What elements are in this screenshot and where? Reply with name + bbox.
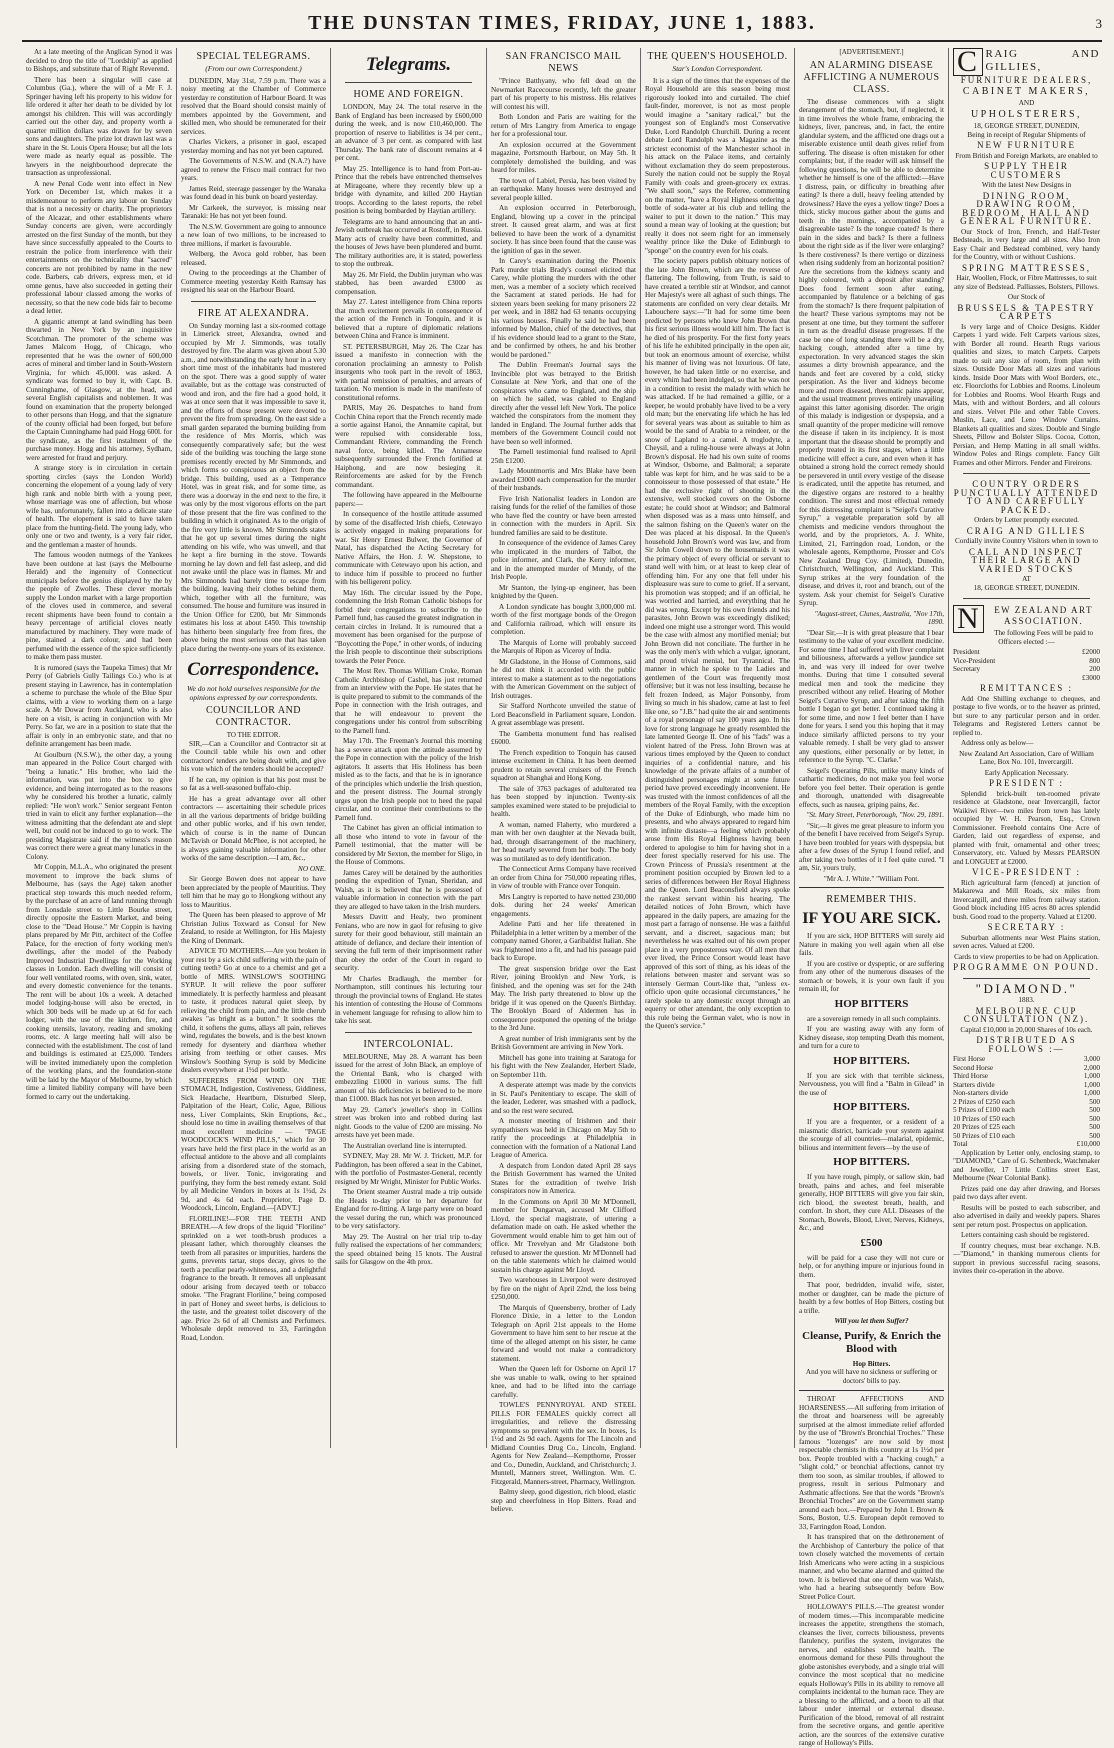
- advert-line: CABINET MAKERS,: [962, 85, 1091, 97]
- article: Mitchell has gone into training at Saratoga for his fight with the New Zealander, Herbert Slade, on September 11th.: [491, 1053, 636, 1079]
- advert-line: SECRETARY :: [987, 922, 1066, 932]
- row-value: £3000: [1082, 673, 1100, 682]
- article: Telegrams are to hand announcing that an anti-Jewish outbreak has occurred at Rostoff, in Russia. Many acts of cruelty have been committed, and the houses of Jews have been plundered and burnt. The military authorities are, it is stated, powerless to stop the outbreak.: [335, 217, 482, 268]
- article: May 17th. The Freeman's Journal this morning has a severe attack upon the attitude assumed by the Pope in connection with the policy of the Irish agitators. It asserts that His Holiness has been misled as to the facts, and that he is in ignorance of the principles which underlie the Irish question, and the present distress. The Journal strongly urges upon the Irish people not to heed the papal circular, and to continue their contributions to the Parnell fund.: [335, 737, 482, 822]
- divider: [345, 82, 472, 83]
- advert-line: COUNTRY ORDERS PUNCTUALLY ATTENDED TO AND CAREFULLY PACKED.: [953, 479, 1100, 515]
- advert-text: Suburban allotments near West Plains station, seven acres. Valued at £200.: [953, 933, 1100, 950]
- advert-address: 18, GEORGE STREET, DUNEDIN.: [973, 583, 1080, 592]
- divider: [963, 978, 1090, 979]
- article: LONDON, May 24. The total reserve in the Bank of England has been increased by £600,000 during the week, and is now £10,460,000. The proportion of reserve to liabilities is 34 per cent., an advance of 3 per cent. as compared with last Thursday. The bank rate of discount remains at 4 per cent.: [335, 103, 482, 162]
- advert-text: are a sovereign remedy in all such complaints.: [807, 1014, 941, 1023]
- article: Mr Stanton, the lying-up engineer, has been knighted by the Queen.: [491, 583, 636, 600]
- article: DUNEDIN, May 31st, 7.59 p.m. There was a noisy meeting at the Chamber of Commerce yesterday re constitution of Harbour Board. It was resolved that the Board should consist mainly of members appointed by the Government, and skilled men, who should be remunerated for their services.: [181, 76, 326, 136]
- article: Mr Carkeek, the surveyor, is missing near Taranaki: He has not yet been found.: [181, 203, 326, 220]
- newspaper-title: THE DUNSTAN TIMES, FRIDAY, JUNE 1, 1883.: [308, 12, 816, 34]
- advert-text: Early Application Necessary.: [984, 768, 1069, 777]
- article: Messrs Davitt and Healy, two prominent Fenians, who are now in gaol for refusing to give surety for their good behaviour, still maintain an attitude of defiance, and declare their intention of serving the full term of their imprisonment rather than obey the order of the Court in regard to security.: [335, 913, 482, 972]
- prize-table: [953, 1055, 1100, 1149]
- article: May 29. Carter's jeweller's shop in Collins street was broken into and robbed during last night. Goods to the value of £200 are missing. No arrests have yet been made.: [335, 1105, 482, 1139]
- article: The Most Rev. Thomas William Croke, Roman Catholic Archbishop of Cashel, has just returned from an interview with the Pope. He states that he is quite prepared to submit to the commands of the Pope in connection with the Irish outrages, and that he will endeavour to prevent the congregations under his control from subscribing to the Parnell fund.: [335, 667, 482, 735]
- row-value: 500: [1089, 1097, 1100, 1106]
- article: An explosion occurred in Peterborough, England, blowing up a cover in the principal street. It caused great alarm, and was at first believed to have been the work of a dynamitist society. It has since been found that the cause was the ignition of gas in the sewer.: [491, 204, 636, 255]
- product-name: Hop Bitters.: [852, 1359, 891, 1368]
- section-heading: SAN FRANCISCO MAIL NEWS: [505, 51, 622, 74]
- row-value: 1,000: [1083, 1072, 1100, 1080]
- advert-headline: IF YOU ARE SICK.: [802, 910, 941, 927]
- article: A great number of Irish immigrants sent by the British Government are arriving in New York.: [491, 1034, 636, 1051]
- section-heading: HOME AND FOREIGN.: [353, 89, 464, 100]
- section-heading: AN ALARMING DISEASE AFFLICTING A NUMEROUS CLASS.: [803, 59, 940, 95]
- advert-text: The following Fees will be paid to Officers elected :—: [994, 629, 1094, 646]
- craig-gillies-advert: [953, 45, 1100, 592]
- advert-text: If you have rough, pimply, or sallow skin, bad breath, pains and aches, and feel miserable generally, HOP BITTERS will give you fair skin, rich blood, the sweetest breath, health, and comfort. In short, they cure ALL Diseases of the Stomach, Bowels, Blood, Liver, Nerves, Kidneys, &c., and: [799, 1173, 944, 1232]
- advert-line: NEW FURNITURE: [976, 140, 1077, 150]
- advert: FLORILINE!—FOR THE TEETH AND BREATH.—A few drops of the liquid "Floriline" sprinkled on a wet tooth-brush produces a pleasant lather, which thoroughly cleanses the teeth from all parasites or impurities, hardens the gums, prevents tartar, stops decay, gives to the teeth a peculiar pearly-whiteness, and a delightful fragrance to the breath. It removes all unpleasant odour arising from decayed teeth or tobacco smoke. "The Fragrant Floriline," being composed in part of Honey and sweet herbs, is delicious to the taste, and the greatest toilet discovery of the age. Price 2s 6d of all Chemists and Perfumers. Wholesale depôt removed to 33, Farringdon Road, London.: [181, 1214, 326, 1342]
- article: James Reid, steerage passenger by the Wanaka was found dead in his bunk on board yesterday.: [181, 184, 326, 201]
- article: It has transpired that on the dethronement of the Archbishop of Canterbury the police of that town closely watched the movements of certain Irish Americans who were acting in a suspicious manner, and who became alarmed and quitted the town. It is believed that one of them was Walsh, who had a hearing subsequently before Bow Street Police Court.: [799, 1533, 944, 1601]
- section-heading: THE QUEEN'S HOUSEHOLD.: [647, 51, 788, 62]
- advert-line: BRUSSELS & TAPESTRY CARPETS: [957, 302, 1096, 321]
- row-label: Vice-President: [953, 656, 996, 665]
- section-subheading: (From our own Correspondent.): [205, 64, 302, 73]
- fees-table: [953, 648, 1100, 682]
- article: Mr Charles Bradlaugh, the member for Northampton, still continues his lecturing tour through the provincial towns of England. He states his intention of contesting the House of Commons in vehement language for refusing to allow him to take his seat.: [335, 974, 482, 1025]
- advert: SUFFERERS FROM WIND ON THE STOMACH, Indigestion, Costiveness, Giddiness, Sick Headache, Heartburn, Disturbed Sleep, Palpitation of the Heart, Colic, Ague, Bilious ness, Liver Complaints, Skin Eruptions, &c., should lose no time in availing themselves of that most excellent medicine — "PAGE WOODCOCK'S WIND PILLS," which for 30 years have held the first place in the world as an effectual antidote to the above and all complaints arising from a disordered state of the stomach, bowels, or liver. Tonic, invigorating and purifying, they form the best remedy extant. Sold by all Medicine Vendors in boxes at 1s 1½d, 2s 9d, and 4s 6d each. Proprietor, Page D. Woodcock, Lincoln, England.—[ADVT.]: [181, 1076, 326, 1212]
- advert-text: If country cheques, must bear exchange. N.B.—"Diamond," in thanking numerous clients for support in previous successful racing seasons, invites their co-operation in the above.: [953, 1241, 1100, 1275]
- advert: TOWLE'S PENNYROYAL AND STEEL PILLS FOR FEMALES quickly correct all irregularities, and relieve the distressing symptoms so prevalent with the sex. In boxes, 1s 1½d and 2s 9d each. Agents for The Lincoln and Midland Counties Drug Co., Lincoln, England. Agents for New Zealand—Kempthorne, Prosser and Co., Dunedin, Auckland, and Christchurch; J. Muntell, Manners street, Wellington. Wm. C. Fitzgerald, Manners-street, Pharmacy, Wellington.: [491, 1401, 636, 1486]
- article: Welberg, the Avoca gold robber, has been released.: [181, 250, 326, 267]
- row-label: Secretary: [953, 665, 981, 673]
- art-association-advert: [953, 602, 1100, 972]
- row-label: 5 Prizes of £100 each: [953, 1106, 1015, 1114]
- article: There has been a singular will case at Columbus (Ga.), where the will of a Mr F. J. Springer having left his property to his widow for life ordered it after her death to be divided by lot amongst his children. This will was accordingly carried out the other day, and property worth a quarter million dollars was drawn for by seven sons and daughters. The prize lot drawn last was a share in the St. Louis Opera House; but all the lots were made as nearly equal as possible. The lawyers in the neighbourhood deprecate the transaction as unprofessional.: [26, 75, 172, 177]
- page-number: 3: [1095, 16, 1102, 31]
- table-row: [953, 1140, 1100, 1149]
- advert-text: Address only as below—: [961, 739, 1034, 747]
- advert: The disease commences with a slight derangement of the stomach, but, if neglected, it in time involves the whole frame, embracing the kidneys, liver, pancreas, and, in fact, the entire glandular system, and the afflicted one drags out a miserable existence until death gives relief from suffering. The disease is often mistaken for other complaints; but, if the reader will ask himself the following questions, he will be able to determine whether he himself is one of the afflicted:—Have I distress, pain, or difficulty in breathing after eating? Is there a dull, heavy feeling attended by drowsiness? Have the eyes a yellow tinge? Does a thick, sticky mucous gather about the gums and teeth in the mornings, accompanied by a disagreeable taste? Is the tongue coated? Is there pain in the sides and back? Is there a fullness about the right side as if the liver were enlarging? Is there costiveness? Is there vertigo or dizziness when rising suddenly from an horizontal position? Are the secretions from the kidneys scanty and highly coloured, with a deposit after standing? Does food ferment soon after eating, accompanied by flatulence or a belching of gas from the stomach? Is there frequent palpitation of the heart? These various symptoms may not be present at one time, but they torment the sufferer in turn as the dreadful disease progresses. If the case be one of long standing there will be a dry, hacking cough, attended after a time by expectoration. In very advanced stages the skin assumes a dirty brownish appearance, and the hands and feet are covered by a cold, sticky perspiration. As the liver and kidneys become more and more diseased, rheumatic pains appear, and the usual treatment proves entirely unavailing against this latter agonising disorder. The origin of this malady is indigestion or dyspepsia, and a small quantity of the proper medicine will remove the disease if taken in its incipiency. It is most important that the disease should be promptly and properly treated in its first stages, when a little medicine will effect a cure, and even when it has obtained a strong hold the correct remedy should be persevered in until every vestige of the disease is eradicated, until the appetite has returned, and the digestive organs are restored to a healthy condition. The surest and most effectual remedy for this distressing complaint is "Seigel's Curative Syrup," a vegetable preparation sold by all chemists and medicine vendors throughout the world, and by the proprietors, A. J. White, Limited, 21, Farringdon road, London, or the wholesale agents, Kempthorne, Prosser and Co's New Zealand Drug Coy. (Limited), Dunedin, Christchurch, Wellington, and Auckland. This Syrup strikes at the very foundation of the disease, and drives it, root and branch, out of the system. Ask your chemist for Seigel's Curative Syrup.: [799, 97, 944, 607]
- advert-text: If you are wasting away with any form of Kidney disease, stop tempting Death this moment, and turn for a cure to: [799, 1025, 944, 1050]
- advert-text: If you are sick, HOP BITTERS will surely aid Nature in making you well again when all else fails.: [799, 932, 944, 957]
- article: A London syndicate has bought 3,000,000 ml. worth of the first mortgage bonds of the Oregon and California railroad, which will ensure its completion.: [491, 602, 636, 636]
- table-row: [953, 1055, 1100, 1064]
- article: At a late meeting of the Anglican Synod it was decided to drop the title of "Lordship" as applied to Bishops, and substitute that of Right Reverend.: [26, 48, 172, 73]
- row-value: £10,000: [1076, 1140, 1100, 1148]
- article: May 16th. The circular issued by the Pope, condemning the Irish Roman Catholic bishops for forbid their congregations to subscribe to the Parnell fund, has caused the greatest indignation in certain circles in Ireland. It is rumoured that a movement has been organised for the purpose of "Boycotting the Pope," in other words, of inducing the Irish people to discontinue their subscriptions towards the Peter Pence.: [335, 588, 482, 665]
- advert-text: Prizes paid one day after drawing, and Horses paid two days after event.: [953, 1184, 1100, 1201]
- advert-line: AND: [1018, 99, 1035, 107]
- article: A monster meeting of Irishmen and their sympathisers was held in Chicago on May 5th to ratify the proceedings at Philadelphia in connection with the formation of a National Land League of America.: [491, 1117, 636, 1159]
- advert-address: 18, GEORGE STREET, DUNEDIN,: [973, 122, 1080, 130]
- advert-label: [ADVERTISEMENT.]: [839, 48, 904, 56]
- article: Five Irish Nationalist leaders in London are raising funds for the relief of the families of those who have fled the country or have been arrested in connection with the murders in April. Six hundred families are said to be destitute.: [491, 494, 636, 537]
- article: A desperate attempt was made by the convicts in St. Paul's Penitentiary to escape. The skill of the leader, Lederer, was smashed with a padlock, and so the rest were secured.: [491, 1081, 636, 1115]
- section-subheading: Star's London Correspondent.: [672, 64, 763, 73]
- signature: "Mr A. J. White." "William Pont.: [823, 874, 920, 883]
- row-value: 1,000: [1083, 1080, 1100, 1089]
- row-value: 1,000: [1083, 1089, 1100, 1097]
- column-7: [949, 45, 1104, 1448]
- article: The Parnell testimonial fund realised to April 25th £1200.: [491, 448, 636, 465]
- advert-text: If you are a frequenter, or a resident of a miasmatic district, barricade your system against the scourge of all countries—malarial, epidemic, bilious and intermittent fevers—by the use of: [799, 1118, 944, 1152]
- row-value: 500: [1089, 1131, 1100, 1140]
- firm-name: CRAIG AND GILLIES: [966, 525, 1087, 536]
- signature: NO ONE.: [298, 864, 326, 873]
- article: The famous wooden nutmegs of the Yankees have been outdone at last (says the Melbourne Herald) and the ingenuity of Connecticut municipals before the genius displayed by the by the people of Zwolles. These clever mortals supply the London market with a large proportion of the cloves used in commerce, and several recent shipments have been found to contain a heavy percentage of artificial cloves neatly manufactured by machinery. They were made of pine, stained a dark colour, and had been perfumed with the essence of the spice sufficiently to make them pass muster.: [26, 551, 172, 661]
- article: A new Penal Code went into effect in New York on December 1st, which makes it a misdemeanour to perform any labour on Sunday that is not a necessity or charity. The proprietors of the Alcazar, and other establishments where Sunday concerts are given, were accordingly arrested on the first Sunday of the month, but they have since successfully appealed to the Courts to restrain the police from interference with their entertainments on the technicality that "sacred" concerts are not prohibited by name in the new code. Barbers, cab drivers, express men, et id omne genus, have also succeeded in getting their professional labour classed among the works of necessity, so that the new code bids fair to become a dead letter.: [26, 179, 172, 315]
- product-name: HOP BITTERS.: [833, 1156, 910, 1168]
- article: The Queen has been pleased to approve of Mr Christian Julius Toxward as Consul for New Zealand, to reside at Wellington, for His Majesty the King of Denmark.: [181, 911, 326, 945]
- table-row: [953, 665, 1100, 674]
- hop-bitters-advert: [799, 887, 944, 1391]
- article: The great suspension bridge over the East River, joining Brooklyn and New York, is finished, and the opening was set for the 24th May. The Irish party threatened to blow up the bridge if it was opened on the Queen's Birthday. The Brooklyn Board of Aldermen has in consequence postponed the opening of the bridge to the 3rd June.: [491, 964, 636, 1032]
- advert-line: PRESIDENT :: [988, 778, 1065, 788]
- row-label: 10 Prizes of £50 each: [953, 1114, 1015, 1123]
- section-note: We do not hold ourselves responsible for the opinions expressed by our correspondents.: [187, 684, 320, 702]
- product-name: HOP BITTERS.: [833, 1101, 910, 1113]
- section-heading: Telegrams.: [365, 54, 452, 75]
- advert-text: With the latest New Designs in: [981, 181, 1072, 189]
- table-row: [953, 1081, 1100, 1090]
- article: The Australian overland line is interrupted.: [343, 1141, 467, 1150]
- drop-cap: C: [953, 48, 983, 76]
- article: May 27. Latest intelligence from China reports that much excitement prevails in consequence of the action of the French in Tonquin, and it is believed that a rupture of diplomatic relations between China and France is imminent.: [335, 298, 482, 340]
- advert-text: If you are costive or dyspeptic, or are suffering from any other of the numerous diseases of the stomach or bowels, it is your own fault if you remain ill, for: [799, 959, 944, 993]
- row-value: 500: [1089, 1123, 1100, 1131]
- row-label: Second Horse: [953, 1063, 994, 1072]
- article: It is rumored (says the Taupeka Times) that Mr Perry (of Gabriels Gully Tailings Co.) who is at present staying in Lawrence, has in contemplation a scheme to purchase the whole of the Blue Spur claims, with a view to working them on a large scale. A Mr Dowar from Auckland, who is also here on a visit, is acting in conjunction with Mr Perry. So far, we are in a position to state that the affair is only in an embryonic state, and that no definite arrangement has been made.: [26, 663, 172, 748]
- article: In Carey's examination during the Phoenix Park murder trials Brady's counsel elicited that Carey, while plotting the murders with the other men, was a member of a society which received the Sacrament at stated periods. He had for sixteen years been seeking for many prisoners 22 per week, and in 1882 had 63 tenants occupying his various houses. Finally he said he had been informed by Mallon, chief of the detectives, that if his evidence should lead to a grant to the State, and be confirmed by others, he and his brother would be pardoned.": [491, 257, 636, 359]
- advert-line: AT: [1022, 575, 1031, 583]
- diamond-advert: [953, 980, 1100, 1276]
- article: ST. PETERSBURGH, May 26. The Czar has issued a manifesto in connection with the coronation proclaiming an amnesty to Polish insurgents who took part in the revolt of 1863, with partial remission of penalties, and arrears of taxation. No mention is made in the manifesto of constitutional reforms.: [335, 342, 482, 402]
- table-row: [953, 1098, 1100, 1107]
- article: The French expedition to Tonquin has caused intense excitement in China. It has been deemed prudent to retain several cruisers of the French squadron at Shanghai and Hong Kong.: [491, 748, 636, 782]
- advert-line: VICE-PRESIDENT :: [971, 867, 1082, 877]
- article: PARIS, May 26. Despatches to hand from Cochin China report that the French recently made a sortie against Hanoi, the Annamite capital, but were repulsed with considerable loss, Commandant Riviere, commanding the French naval force, being killed. The Annamese subsequently surrounded the French fortified at Haiphong, and are now besieging it. Reinforcements are asked for by the French commandant.: [335, 404, 482, 489]
- column-1: [22, 48, 176, 1448]
- advert-line: DINING ROOM, DRAWING ROOM, BEDROOM, HALL AND GENERAL FURNITURE.: [960, 190, 1093, 226]
- row-label: 20 Prizes of £25 each: [953, 1123, 1015, 1131]
- advert-line: REMITTANCES :: [979, 683, 1074, 693]
- testimonial: "Sir,—It gives me great pleasure to inform you of the benefit I have received from Seigel's Syrup. I have been troubled for years with dyspepsia, but after a few doses of the Syrup I found relief, and after taking two bottles of it I feel quite cured. "I am, Sir, yours truly,: [799, 821, 944, 872]
- article: The society papers publish obituary notices of the late John Brown, which are the reverse of flattering. The following, from Truth, is said to have created a terrible stir at Windsor, and cannot Her Majesty's were all aghast of such things. The statements are confided on very clear details. Mr Labouchere says:—"It had for some time been predicted by persons who knew John Brown that his first serious illness would kill him. The fact is he died of his prosperity. For the first forty years of his life he exhibited principally in the open air, but took an enormous amount of exercise, whilst his manner of living was not luxurious. Of late, however, he had taken little or no exercise, and every whim had been indulged, so that he was not in a condition to resist the malady with which he was attacked. If he had remained a gillie, or a keeper, he would probably have lived to be a very old man; but the enervating life which he has led for several years was about as suitable to him as would be the sand of Arabia to a reindeer, or the snow of Lapland to a camel. A troglodyte, a Cheysil, and a ruling-house were always at John Brown's disposal. He had his own suite of rooms at Windsor, Osborne, and Balmoral; a separate table was kept for him, and he was said to be a connoisseur to those possessed of that estate." He had the exclusive right of shooting in the extensive, well stocked covers on the Osborne estate; he could shoot at Windsor; and Balmoral when disposed was as a mass unto himself, and the salmon fishing on the Queen's water on the Dee was placed at his disposal. In the Queen's household John Brown's word was law, and from Sir John Cowell down to the housemaids it was the primary object of every official or servant to stand well with him, or at least to keep clear of offending him. For any one that fell under his displeasure was sure to come to grief. If a servant, his promotion was stopped; and if an official, he was worried and harried, and everything that he did was wrong. Except by his own friends and his parasites, John Brown was exceedingly disliked; indeed one might use a stronger word. This would be the case with almost any mortified menial; but John Brown did not conciliate. The further in he was the only men's with which a vulgar, ignorant, and proud trivial menial, but Tyrannical. The manner in which he spoke to the Ladies and gentlemen of the Court was frequently most offensive; but it was not less insulting, because he felt frozen Indeed, as Major Ponsonby, from living so much in his shadow, came at last to feel like one, so "J.B." had quite the air and sentiments of a royal personage of say 100 years ago. In his love for strong language he greatly resembled the late lamented George II. One of his "fads" was a violent hatred of the Press. John Brown was at various times employed by the Queen to conduct inquiries of a confidential nature, and his knowledge of the private affairs of a number of distinguished personages might at some future period have proved exceedingly inconvenient. He was trusted with the inmost confidences of all the members of the Royal Family, with the exception of the Duke of Edinburgh, who made him no presents, and who always appeared to regard him with infinite distaste—a feeling which probably arose from His Royal Highness having been ordered to apologise to him for having shot in a deer forest specially reserved for his use. The Crown Princess of Prussia's resentment at the prominent position occupied by Brown led to a series of differences between Her Royal Highness and the Queen. Lord Beaconsfield always spoke the rankest servant within his hearing. The detailed notices of John Brown, which have appeared in the daily papers, are amazing for the most part a farrago of nonsense. He was a faithful servant, and a discreet, sagacious man; but nevertheless he was exalted out of his own proper place in a very preposterous way. Of all men that ever lived, the Prince Consort would least have approved of this sort of thing, as his ideas of the relations between master and servant was so intensely German Court-like that, "unless ex-officio upon quite occasional circumstances," he rarely spoke to any domestic except through an equerry or other attendant, the only exception to this rule being the German valet, who is now in the Queen's service.": [645, 257, 790, 1030]
- letter-addressee: TO THE EDITOR.: [226, 731, 281, 739]
- advert-line: SPRING MATTRESSES,: [961, 262, 1092, 273]
- advert: Seigel's Operating Pills, unlike many kinds of cathartic medicines, do not make you feel worse before you feel better. Their operation is gentle and thorough, unattended with disagreeable effects, such as nausea, griping pains, &c.: [799, 766, 944, 809]
- advert-text: Rich agricultural farm (fenced) at junction of Makarewa and Mill Roads, six miles from Invercargill, and three miles from railway station. Good block including 105 acres 80 acres splendid bush. Good road to the property. Valued at £1200.: [953, 878, 1100, 921]
- row-value: 800: [1089, 656, 1100, 665]
- advert-text: From British and Foreign Markets, are enabled to: [955, 151, 1098, 160]
- testimonial: "Dear Sir,—It is with great pleasure that I bear testimony to the value of your excellent medicine. For some time I had suffered with liver complaint and biliousness, afterwards a yellow jaundice set in, and was very ill indeed for over twelve months. During that time I consulted several medical men and took the medicine they prescribed without any relief. Hearing of Mother Seigel's Curative Syrup, and after taking the fifth bottle I began to get better. I continued taking it for some time, and now I feel better than I have done for years. I send you this hoping that it may induce similarly afflicted persons to try your valuable remedy. I shall be very glad to answer any questions, either personally or by letter, in reference to the Syrup. "C. Clarke.": [799, 628, 944, 764]
- advert-address: New Zealand Art Association, Care of William Lane, Box No. 101, Invercargill.: [959, 749, 1094, 766]
- article: Mr Coppin, M.L.A., who originated the present movement to improve the back slums of Melbourne, has (says the Age) taken another practical step towards this much needed reform, by the purchase of an acre of land running through from Lonsdale street to Little Bourke street, directly opposite the Eastern Market, and being close to the "Dead House." Mr Coppin is having plans prepared by Mr Pitt, architect of the Coffee Palace, for the erection of forty working men's dwellings, after the model of the Peabody Improved Industrial Dwellings for the Working classes in London. Each dwelling will consist of four well ventilated rooms, with oven, sink, water, and every domestic convenience for the tenants. The rent will be about 10s a week. A detached model lodging-house will also be erected, in which 300 beds will be made up at 6d for each lodger, with the use of the kitchen, fire, and cooking utensils, lavatory, reading and smoking rooms, etc. A large meeting hall will also be connected with the establishment. The cost of land and buildings is estimated at £25,000. Tenders will be invited immediately upon the completion of the working plans, and the foundation-stone will be laid by the Mayor of Melbourne, by which time a limited liability company will have been formed to carry out the undertaking.: [26, 863, 172, 1101]
- article: Owing to the proceedings at the Chamber of Commerce meeting yesterday Keith Ramsay has resigned his seat on the Harbour Board.: [181, 269, 326, 294]
- row-label: Third Horse: [953, 1072, 988, 1080]
- table-row: [953, 1106, 1100, 1115]
- article: A gigantic attempt at land swindling has been thwarted in New York by an inquisitive Scotchman. The promoter of the scheme was James Malcom Hogg, of Chicago, who represented that he was the owner of 600,000 acres of mineral and timber land in South-Western Virginia, for which 45,000l. was asked. A syndicate was formed to buy it, with Capt. B. Cunninghame, of Glasgow, at the head, and several English capitalists and noblemen. It was found on examination that the property belonged to other persons than Hogg, and that the signature of the county official had been forged, but before the Captain Cunninghame had paid Hogg 600l. for the syndicate, as the first instalment of the purchase money. Hogg and his attorney, Sydham, were arrested for fraud and perjury.: [26, 317, 172, 462]
- advert-text: Our Stock of: [1007, 293, 1046, 301]
- advert-line: MELBOURNE CUP CONSULTATION (NZ).: [963, 1005, 1090, 1024]
- article: At Goulburn (N.S.W.), the other day, a young man appeared in the Police Court charged with "being a lunatic." His brother, who laid the information, was put into the box to give evidence, and being interrogated as to the reasons why he considered his brother a lunatic, calmly replied: "He won't work." Senior sergeant Fenton tried in vain to elicit any further explanation—the witness admitting that the defendant ate and slept well, but could not be induced to go to work. The presiding Magistrate said if the witness's reason was correct there were a great many lunatics in the Colony.: [26, 750, 172, 861]
- article: Both London and Paris are waiting for the return of Mrs Langtry from America to engage her for a professional tour.: [491, 113, 636, 138]
- reward-amount: £500: [860, 1236, 883, 1249]
- article: In consequence of the evidence of James Carey who implicated in the murders of Talbot, the police informer, and Clark, the Kerry informer, and in the attempted murder of Mundy, of the Irish People.: [491, 539, 636, 581]
- column-5: [641, 48, 794, 1448]
- advert-line: PROGRAMME ON POUND.: [953, 962, 1100, 972]
- advert-text: Our Stock of Iron, French, and Half-Tester Bedsteads, in very large and all sizes. Also Iron Easy Chair and Bedstead combined, very handy for the Country, with or without Cushions.: [953, 227, 1100, 261]
- testimonial-address: "August-street, Clunes, Australia, "Nov 17th, 1890.: [814, 609, 944, 626]
- article: The Orient steamer Austral made a trip outside the Heads to-day prior to her departure for England for re-fitting. A large party were on board the vessel during the run, which was pronounced to be very satisfactory.: [335, 1188, 482, 1230]
- row-label: 2 Prizes of £250 each: [953, 1097, 1015, 1106]
- article: May 29. The Austral on her trial trip to-day fully realised the expectations of her commanders; the speed obtained being 15 knots. The Austral sails for Glasgow on the 4th prox.: [335, 1232, 482, 1266]
- letter-heading: COUNCILLOR AND CONTRACTOR.: [205, 705, 302, 728]
- advert-text: Splendid brick-built ten-roomed private residence at Gladstone, near Invercargill, factor Waikiwi River—two miles from town has lately occupied by W. H. Pearson, Esq., Crown Commissioner. Freehold contains One Acre of Garden, laid out regardless of expense, and planted with fruit, ornamental and other trees; Conservatory, etc. Valued by Messrs PEARSON and LONGUET at £2000.: [953, 789, 1100, 866]
- article: SIR,—Can a Councillor and Contractor sit at the Council table while his own and other contractors' tenders are being dealt with, and give his vote which of the tenders should be accepted?: [181, 739, 326, 773]
- article: May 25. Intelligence is to hand from Port-au-Prince that the rebels have entrenched themselves at Miragoane, where they recently blew up a bridge with dynamite, and killed 200 Haytian troops. According to the latest reports, the rebel position is being bombarded by Haytian artillery.: [335, 164, 482, 215]
- testimonial-address: "St. Mary Street, Peterborough, "Nov. 29, 1891.: [806, 811, 944, 819]
- divider: [345, 1032, 472, 1033]
- article: An explosion occurred at the Government magazine, Portsmouth Harbour, on May 5th. It completely demolished the building, and was heard for miles.: [491, 140, 636, 174]
- advert: HOLLOWAY'S PILLS.—The greatest wonder of modern times.—This incomparable medicine increases the appetite, strengthens the stomach, cleanses the liver, corrects biliousness, prevents flatulency, purifies the system, invigorates the nerves, and establishes sound health. The enormous demand for these Pills throughout the globe astonishes everybody, and a single trial will convince the most sceptical that no medicine equals Holloway's Pills in its ability to remove all complaints incidental to the human race. They are a blessing to the afflicted, and a boon to all that labour under internal or external disease. Purification of the blood, removal of all restraint from the secretive organs, and gentle aperitive action, are the sources of the extensive curative range of Holloway's Pills.: [799, 1603, 944, 1747]
- section-heading: SPECIAL TELEGRAMS.: [196, 51, 311, 62]
- advert-slogan: Cleanse, Purify, & Enrich the Blood with: [802, 1329, 941, 1355]
- advert-line: CALL AND INSPECT THEIR LARGE AND VARIED STOCKS: [968, 546, 1085, 574]
- article: Mr Gladstone, in the House of Commons, said he did not think it accorded with the public interest to make a statement as to the negotiations with the American Government on the subject of Irish outrages.: [491, 657, 636, 700]
- row-label: 50 Prizes of £10 each: [953, 1131, 1015, 1140]
- advert: Balmy sleep, good digestion, rich blood, elastic step and cheerfulness in Hop Bitters. Read and believe.: [491, 1488, 636, 1513]
- firm-name: RAIG AND GILLIES,: [985, 48, 1100, 73]
- advert-text: Capital £10,000 in 20,000 Shares of 10s each.: [960, 1025, 1093, 1034]
- article: The N.S.W. Government are going to announce a new loan of two millions, to be increased to three millions, if market is favourable.: [181, 222, 326, 248]
- advert-text: will be paid for a case they will not cure or help, or for anything impure or injurious found in them.: [799, 1253, 944, 1279]
- article: "Prince Batthyany, who fell dead on the Newmarket Racecourse recently, left the greater part of his property to his mistress. His relatives will contest his will.: [491, 77, 636, 111]
- row-label: [953, 674, 1056, 683]
- article: Sir Stafford Northcote unveiled the statue of Lord Beaconsfield in Parliament square, London. A great assemblage was present.: [491, 702, 636, 727]
- divider: [963, 598, 1090, 599]
- row-label: President: [953, 648, 980, 656]
- advert-text: Hair, Woollen, Flock, or Fibre Mattresses, to suit any size of Bedstead. Palliasses, Bolsters, Pillows.: [954, 274, 1099, 291]
- section-heading: FIRE AT ALEXANDRA.: [197, 307, 310, 319]
- article: A despatch from London dated April 28 says the British Government has warned the United States for the extradition of twelve Irish conspirators now in America.: [491, 1161, 636, 1195]
- advert: THROAT AFFECTIONS AND HOARSENESS.—All suffering from irritation of the throat and hoarseness will be agreeably surprised at the almost immediate relief afforded by the use of "Brown's Bronchial Troches." These famous "lozenges" are now sold by most respectable chemists in this country at 1s 1½d per box. People troubled with a "hacking cough," a "slight cold," or bronchial affections, cannot try them too soon, as similar troubles, if allowed to progress, result in serious Pulmonary and Asthmatic affections. See that the words "Brown's Bronchial Troches" are on the Government stamp around each box.—Prepared by John I. Brown & Sons, Boston, U.S. European depôt removed to 33, Farringdon Road, London.: [799, 1395, 944, 1531]
- advert-line: SUPPLY THEIR CUSTOMERS: [984, 161, 1069, 180]
- advert-text: Application by Letter only, enclosing stamp, to "DIAMOND," Care of G. Schenbeck, Watchmaker and Jeweller, 17 Little Collins street East, Melbourne (Near Colonial Bank).: [953, 1148, 1100, 1182]
- advert-text: If you are sick with that terrible sickness, Nervousness, you will find a "Balm in Gilead" in the use of: [799, 1071, 944, 1097]
- article: The Gambetta monument fund has realised £6000.: [491, 729, 636, 746]
- drop-cap: N: [953, 605, 984, 633]
- masthead: [22, 8, 1102, 42]
- article: The Dublin Freeman's Journal says the Invincible plot was betrayed to the British Consulate at New York, and that one of the conspirators who came to England, and the ship on which he sailed, was cabled to England directly after the vessel left New York. The police watched the conspirators from the moment they landed in England. The Journal further adds that members of the Government Council could not have been so well informed.: [491, 361, 636, 446]
- article: On Sunday morning last a six-roomed cottage in Limerick street, Alexandra, owned and occupied by Mr J. Simmonds, was totally destroyed by fire. The alarm was given about 5.30 a.m., and notwithstanding the early hour in a very short time most of the inhabitants had mustered on the spot. There was a good supply of water available, but as the cottage was constructed of wood and iron, and the fire had a good hold, it was at once seen that it was impossible to save it, and the efforts of those present were devoted to prevent the fire from spreading. On the east side a small garden separated the burning building from the residence of Mrs Morris, which was consequently comparatively safe; but the west side of the building was touching the large stone premises recently erected by Mr Simmonds, and which forms so conspicuous an object from the bridge. This building, used as a Temperance Hotel, was in great risk, and for some time, as there was a doorway in the end next to the fire, it was only by the most vigorous efforts on the part of those present that the fire was confined to the building in which it originated. As to the origin of the fire very little is known. Mr Simmonds states that he got up several times during the night attending on his wife, who was unwell, and that he kept a fire burning in the stove. Towards morning he lay down and fell fast asleep, and did not awake until the place was in flames. Mr and Mrs Simmonds had barely time to escape from the building, leaving their clothes behind them, which, together with all the furniture, was consumed. The house and furniture was insured in the Union Office for £200, but Mr Simmonds estimates his loss at about £450. This township has hitherto been singularly free from fires, the above being the most serious one that has taken place during the twenty-one years of its existence.: [181, 321, 326, 653]
- row-value: 500: [1089, 1114, 1100, 1123]
- article: In consequence of the hostile attitude assumed by some of the disaffected Irish chiefs, Cetewayo is actively engaged in making preparations for war. Sir Henry Ernest Bulwer, the Governor of Natal, has dispatched the Acting Secretary for Native Affairs, the Hon. J. W. Shepstone, to communicate with Cetewayo upon his action, and to induce him if possible to proceed no further with his belligerent policy.: [335, 510, 482, 586]
- column-2: [177, 48, 330, 1448]
- advert-text: Is very large and of Choice Designs. Kidder Carpets 1 yard wide. Felt Carpets various sizes, with Border all round. Hearth Rugs various qualities and sizes, to match Carpets. Carpets made to suit any size of room, from plan with sizes. Outside Door Mats all sizes and various kinds. Inside Door Mats with Wool Borders, etc., etc. Floorcloths for Lobbies and Rooms. Linoleum for Lobbies and Rooms. Wool Hearth Rugs and Mats, with and without Borders, and all colours and sizes. Velvet Pile and other Table Covers. Muslin, Lace, and Leno Window Curtains. Blankets all qualities and sizes. Double and Single Sheets, Pillow and Bolster Slips. Cocoa, Cotton, Persian, and Hemp Matting in all small widths. Window Poles and Rings complete. Fancy Gilt Frames and other Mirrors. Fender and Fireirons.: [953, 322, 1100, 467]
- article: Charles Vickers, a prisoner in gaol, escaped yesterday morning and has not yet been captured.: [181, 138, 326, 155]
- article: When the Queen left for Osborne on April 17 she was unable to walk, owing to her sprained knee, and had to be lifted into the carriage carefully.: [491, 1365, 636, 1399]
- article: Two warehouses in Liverpool were destroyed by fire on the night of April 22nd, the loss being £250,000.: [491, 1276, 636, 1301]
- article: The following have appeared in the Melbourne papers:—: [335, 491, 482, 508]
- row-value: 3,000: [1083, 1055, 1100, 1063]
- product-name: HOP BITTERS.: [833, 1054, 910, 1067]
- row-value: 200: [1089, 665, 1100, 673]
- section-heading: INTERCOLONIAL.: [363, 1038, 454, 1050]
- advert-line: DISTRIBUTED AS FOLLOWS :—: [976, 1035, 1077, 1054]
- row-label: First Horse: [953, 1055, 986, 1063]
- article: It is a sign of the times that the expenses of the Royal Household are this season being most rigorously looked into and curtailed. The chief fault-finder, moreover, is not as most people would imagine a "sanitary radical," but the youngest son of England's most Conservative Duke, Lord Randolph Churchill. During a recent debate Lord Randolph was a Magazine as the strictest economist of the Manchester school in his attack on the Palace items, and certainly without exclamation they do seem preposterous. Surely the nation could not be supply the Royal Family with coals and green-grocery ex extras. "We shall soon," says the Referee, commenting on the matter, "have a Royal Highness ordering a bottle of soda-water at his club and telling the waiter to put it down to the nation." This may sound a mean way of looking at the question; but really it does not seem right for an immensely wealthy prince like the Duke of Edinburgh to "sponge" on the country even for his coals.: [645, 76, 790, 255]
- section-heading: Correspondence.: [187, 659, 320, 680]
- table-row: [953, 674, 1100, 683]
- advert-text: Add One Shilling exchange to cheques, and postage to five words, or to the heaver as printed, but sure to any particular person and in order. Telegrams and Registered Letters cannot be replied to.: [953, 694, 1100, 737]
- product-name: HOP BITTERS: [834, 997, 909, 1010]
- advert: ADVICE TO MOTHERS.—Are you broken in your rest by a sick child suffering with the pain of cutting teeth? Go at once to a chemist and get a bottle of MRS. WINSLOW'S SOOTHING SYRUP. It will relieve the poor sufferer immediately. It is perfectly harmless and pleasant to taste, it produces natural quiet sleep, by relieving the child from pain, and the little cherub awakes "as bright as a button." It soothes the child, it softens the gums, allays all pain, relieves wind, regulates the bowels, and is the best known remedy for dysentery and diarrhœa whether arising from teething or other causes. Mrs Winslow's Soothing Syrup is sold by Medicine dealers everywhere at 1½d per bottle.: [181, 947, 326, 1074]
- article: Lady Mountmorris and Mrs Blake have been awarded £3000 each compensation for the murder of their husbands.: [491, 467, 636, 492]
- column-6: [795, 48, 948, 1747]
- column-3: [331, 48, 486, 1448]
- row-label: Total: [953, 1140, 968, 1148]
- article: May 26. Mr Field, the Dublin juryman who was stabbed, has been awarded £3000 as compensation.: [335, 270, 482, 296]
- advert-line: FURNITURE DEALERS,: [960, 75, 1093, 85]
- table-row: [953, 1064, 1100, 1073]
- table-row: [953, 657, 1100, 666]
- advert-heading: REMEMBER THIS.: [826, 894, 917, 905]
- article: SYDNEY, May 28. Mr W. J. Trickett, M.P. for Paddington, has been offered a seat in the Cabinet, with the portfolio of Postmaster-General, recently resigned by Mr Wright, Minister for Public Works.: [335, 1152, 482, 1186]
- article: James Carey will be detained by the authorities pending the expedition of Tynan, Sheridan, and Walsh, as it is believed that he is possessed of valuable information in connection with the part they are alleged to have taken in the Irish murders.: [335, 868, 482, 911]
- column-4: [487, 48, 640, 1513]
- article: The Governments of N.S.W. and (N.A.?) have agreed to renew the Frisco mail contract for two years.: [181, 157, 326, 182]
- article: If he can, my opinion is that his post must be so fat as a well-seasoned buffalo-chip.: [181, 775, 326, 792]
- article: Adeline Patti and her life threatened in Philadelphia in a letter written by a member of the company named Ghorer, a Garibaldist Italian. She was frightened into a fit, and had his passage paid back to Europe.: [491, 920, 636, 962]
- table-row: [953, 1123, 1100, 1132]
- advert-text: Being in receipt of Regular Shipments of: [967, 130, 1086, 139]
- table-row: [953, 1089, 1100, 1098]
- advert-text: Cordially invite Country Visitors when in town to: [955, 537, 1098, 545]
- article: The Marquis of Lorne will probably succeed the Marquis of Ripon as Viceroy of India.: [491, 638, 636, 655]
- row-value: 500: [1089, 1106, 1100, 1114]
- divider: [191, 301, 316, 302]
- article: The town of Labiel, Persia, has been visited by an earthquake. Many houses were destroyed and several people killed.: [491, 176, 636, 202]
- article: MELBOURNE, May 28. A warrant has been issued for the arrest of John Black, an employe of the Oriental Bank, who is charged with embezzling £1000 in various sums. The full amount of his deficiencies is believed to be more than £1000. Black has not yet been arrested.: [335, 1052, 482, 1103]
- sweep-name: "DIAMOND.": [975, 980, 1078, 996]
- article: The Cabinet has given an official intimation to all those who intend to vote in favour of the Parnell testimonial, that the matter will be considered by Mr Sexton, the member for Sligo, in the House of Commons.: [335, 824, 482, 866]
- table-row: [953, 1115, 1100, 1124]
- article: The sale of 3763 packages of adulterated tea has been stopped by injunction. Twenty-six samples examined were stated to be prejudicial to health.: [491, 784, 636, 818]
- table-row: [953, 1132, 1100, 1141]
- table-row: [953, 648, 1100, 657]
- advert-question: Will you let them Suffer?: [834, 1317, 909, 1325]
- advert-text: Orders by Letter promptly executed.: [974, 516, 1079, 524]
- article: He has a great advantage over all other contractors — ascertaining their schedule prices in all the various departments of bridge building and other public works, and if his own tender, which of course is in the name of Duncan McTavish or Donald McPhee, is not accepted, he is always gaining valuable information for other works of the same description.—I am, &c.,: [181, 794, 326, 862]
- row-value: 2,000: [1083, 1063, 1100, 1072]
- row-label: Non-starters divide: [953, 1089, 1009, 1097]
- divider: [963, 473, 1090, 474]
- advert-text: Letters containing cash should be registered.: [961, 1231, 1090, 1239]
- association-name: EW ZEALAND ART ASSOCIATION.: [994, 605, 1093, 626]
- row-label: Starters divide: [953, 1080, 995, 1089]
- advert-text: That poor, bedridden, invalid wife, sister, mother or daughter, can be made the picture of health by a few bottles of Hop Bitters, costing but a trifle.: [799, 1281, 944, 1315]
- row-value: £2000: [1082, 648, 1100, 656]
- advert-line: UPHOLSTERERS,: [970, 108, 1083, 120]
- article: A strange story is in circulation in certain sporting circles (says the London World) concerning the elopement of a young lady of very high rank and noble birth with a young peer, whose marriage was one of affection, but whose wife has, unfortunately, fallen into a delicate state of health. The elopement is said to have taken place from the hunting-field. The young lady, who only one or two and twenty, is a very fair rider, and the gentleman a master of hounds.: [26, 464, 172, 549]
- article: Mrs Langtry is reported to have netted 230,000 dols. during her 24 weeks' American engagements.: [491, 892, 636, 918]
- table-row: [953, 1072, 1100, 1081]
- article: A woman, named Flaherty, who murdered a man with her own daughter at the Nevada built, had, through disarrangement of the machinery, her head nearly severed from her body. The body was so mutilated as to defy identification.: [491, 820, 636, 863]
- article: Sir George Bowen does not appear to have been appreciated by the people of Mauritius. They tell him that he may go to Hongkong without any loss to Mauritius.: [181, 875, 326, 909]
- advert-text: Cards to view properties to be had on Application.: [954, 952, 1099, 961]
- article: In the Commons on April 30 Mr M'Donnell, member for Dungarvan, accused Mr Clifford Lloyd, the special magistrate, of uttering a defamation made on oath. He asked whether the Government would enable him to get him out of office. Mr Trevelyan and Mr Gladstone both refused to answer the question. Mr M'Donnell had on the table statements which he claimed would sustain his charge against Mr Lloyd.: [491, 1197, 636, 1274]
- advert-text: Results will be posted to each subscriber, and also advertised in daily and weekly papers. Shares sent per return post. Prospectus on application.: [953, 1203, 1100, 1229]
- sweep-year: 1883.: [1018, 996, 1035, 1004]
- article: The Marquis of Queensberry, brother of Lady Florence Dixie, in a letter to the London Telegraph on April 21st appeals to the Home Government to have him sent to her rescue at the time of the alleged attempt on his sister, he came forward and would not make a contradictory statement.: [491, 1303, 636, 1363]
- article: The Connecticut Arms Company have received an order from China for 750,000 repeating rifles, in view of trouble with France over Tonquin.: [491, 865, 636, 890]
- advert-text: And you will have no sickness or suffering or doctors' bills to pay.: [805, 1368, 938, 1385]
